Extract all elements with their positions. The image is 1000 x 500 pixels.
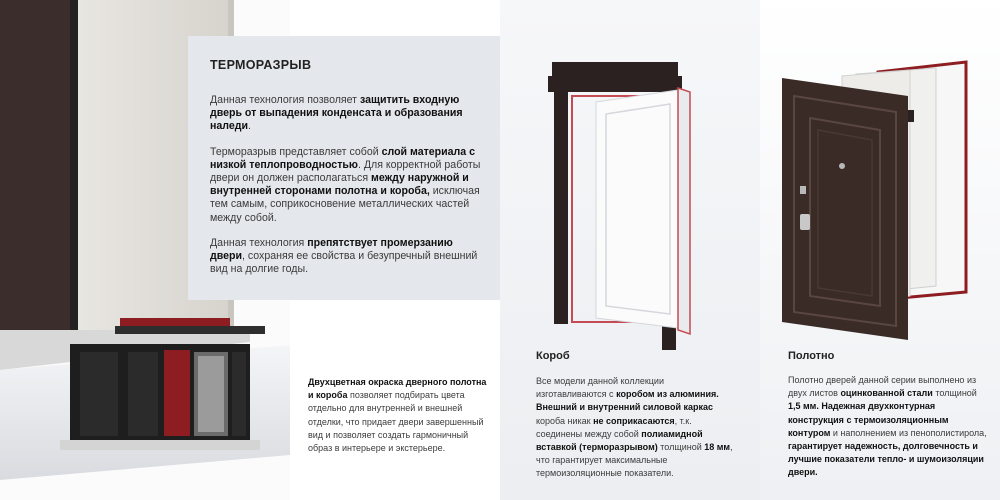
painting-bold: Двухцветная окраска дверного полотна и короба: [308, 377, 487, 401]
frame-t6: , что гарантирует максимальные термоизоляционные показатели.: [536, 442, 733, 479]
leaf-t2: толщиной: [932, 388, 977, 399]
door-frame-illustration: [500, 0, 760, 350]
tb-p1-a: Данная технология позволяет: [210, 94, 360, 106]
frame-title: Короб: [536, 350, 570, 362]
leaf-caption: [788, 374, 988, 480]
thermal-break-title: ТЕРМОРАЗРЫВ: [210, 58, 312, 72]
leaf-title: Полотно: [788, 350, 835, 362]
thermal-break-paragraph-3: [210, 237, 482, 277]
frame-b2: Внешний и внутренний силовой каркас: [536, 402, 714, 413]
tb-p1-b: защитить входную дверь от выпадения конденсата и образования наледи: [210, 94, 463, 133]
frame-caption: [536, 375, 736, 481]
tb-p3-b: препятствует промерзанию двери: [210, 236, 453, 263]
frame-b4: полиамидной вставкой (терморазрывом): [536, 428, 703, 453]
thermal-break-paragraph-1: [210, 94, 482, 134]
tb-p2-c: . Для корректной работы двери он должен располагаться: [210, 158, 481, 185]
painting-caption: [308, 376, 488, 455]
frame-panel: [500, 0, 760, 500]
thermal-break-callout: [188, 36, 500, 300]
leaf-t3: и наполнением из пенополистирола,: [830, 427, 987, 438]
leaf-t1: Полотно дверей данной серии выполнено из двух листов: [788, 375, 977, 399]
tb-p2-d: между наружной и внутренней сторонами полотна и короба,: [210, 172, 469, 198]
frame-b5: 18 мм: [704, 442, 731, 453]
leaf-b2: 1,5 мм. Надежная двухконтурная конструкция с термоизоляционным контуром: [788, 401, 949, 438]
tb-p3-a: Данная технология: [210, 236, 308, 249]
frame-t3: короба никак: [536, 415, 594, 426]
leaf-b1: оцинкованной стали: [840, 388, 933, 399]
tb-p2-e: исключая тем самым, соприкосновение металлических частей между собой.: [210, 185, 480, 224]
leaf-panel: [760, 0, 1000, 500]
leaf-b3: гарантирует надежность, долговечность и лучшие показатели тепло- и шумоизоляции двери.: [788, 441, 984, 478]
tb-p2-b: слой материала с низкой теплопроводностью: [210, 145, 476, 171]
thermal-break-paragraph-2: [210, 146, 482, 225]
tb-p2-a: Терморазрыв представляет собой: [210, 145, 382, 158]
frame-b3: не соприкасаются: [593, 415, 675, 426]
tb-p1-c: .: [248, 120, 251, 133]
frame-b1: коробом из алюминия.: [616, 389, 719, 400]
frame-t4: , т.к. соединены между собой: [536, 415, 692, 439]
frame-t1: Все модели данной коллекции изготавливаются с: [536, 376, 664, 400]
frame-t5: толщиной: [657, 442, 705, 453]
tb-p3-c: , сохраняя ее свойства и безупречный внешний вид на долгие годы.: [210, 250, 478, 276]
door-leaf-illustration: [760, 0, 1000, 350]
painting-text: позволяет подбирать цвета отдельно для внутренней и внешней отделки, что придает двери завершенный вид и позволяет создать гармоничный образ в интерьере и экстерьере.: [308, 390, 484, 454]
